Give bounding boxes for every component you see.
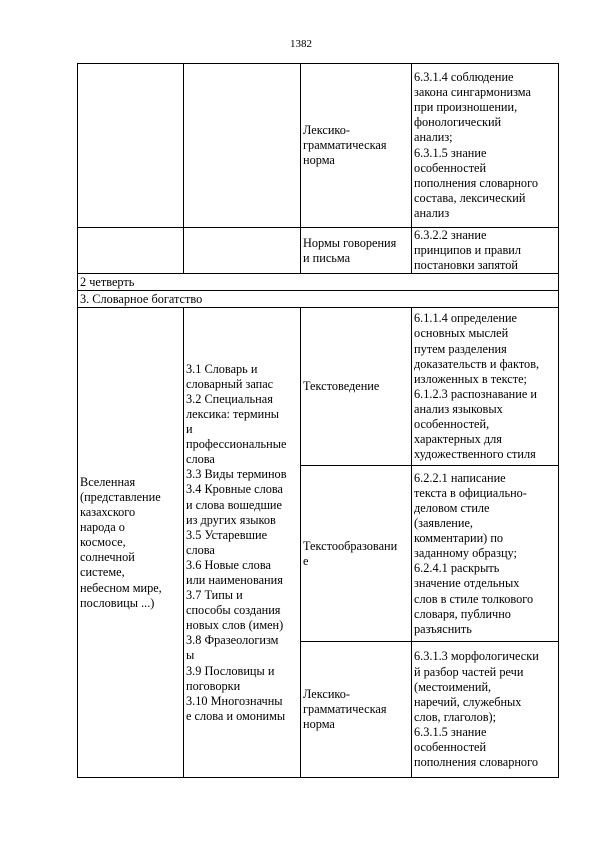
section-heading: 3. Словарное богатство xyxy=(78,291,559,308)
curriculum-table xyxy=(77,63,559,778)
learning-objectives-cell: 6.1.1.4 определение основных мыслей путем разделения доказательств и фактов, изложенных в тексте; 6.1.2.3 распознавание и анализ языковых особенностей, характерных для художественного стиля xyxy=(412,308,559,466)
table-row xyxy=(78,228,559,274)
table-row xyxy=(78,274,559,291)
learning-objectives-cell: 6.3.2.2 знание принципов и правил постановки запятой xyxy=(412,228,559,274)
table-cell-empty xyxy=(184,64,301,228)
table-cell-empty xyxy=(184,228,301,274)
table-cell-empty xyxy=(78,64,184,228)
learning-objectives-cell: 6.3.1.4 соблюдение закона сингармонизма при произношении, фонологический анализ; 6.3.1.5 знание особенностей пополнения словарного состава, лексический анализ xyxy=(412,64,559,228)
table-row xyxy=(78,291,559,308)
quarter-heading: 2 четверть xyxy=(78,274,559,291)
table-cell-empty xyxy=(78,228,184,274)
table-row xyxy=(78,308,559,466)
skill-area-cell: Нормы говорения и письма xyxy=(301,228,412,274)
skill-area-cell: Текстоведение xyxy=(301,308,412,466)
skill-area-cell: Лексико- грамматическая норма xyxy=(301,64,412,228)
skill-area-cell: Лексико- грамматическая норма xyxy=(301,642,412,778)
learning-objectives-cell: 6.3.1.3 морфологически й разбор частей речи (местоимений, наречий, служебных слов, глаголов); 6.3.1.5 знание особенностей пополнения словарного xyxy=(412,642,559,778)
theme-cell: Вселенная (представление казахского народа о космосе, солнечной системе, небесном мире, пословицы ...) xyxy=(78,308,184,778)
skill-area-cell: Текстообразовани е xyxy=(301,466,412,642)
page-number: 1382 xyxy=(290,38,312,50)
topics-cell: 3.1 Словарь и словарный запас 3.2 Специальная лексика: термины и профессиональные слова 3.3 Виды терминов 3.4 Кровные слова и слова вошедшие из других языков 3.5 Устаревшие слова 3.6 Новые слова или наименования 3.7 Типы и способы создания новых слов (имен) 3.8 Фразеологизм ы 3.9 Пословицы и поговорки 3.10 Многозначны е слова и омонимы xyxy=(184,308,301,778)
learning-objectives-cell: 6.2.2.1 написание текста в официально- деловом стиле (заявление, комментарии) по заданному образцу; 6.2.4.1 раскрыть значение отдельных слов в стиле толкового словаря, публично разъяснить xyxy=(412,466,559,642)
table-row xyxy=(78,64,559,228)
